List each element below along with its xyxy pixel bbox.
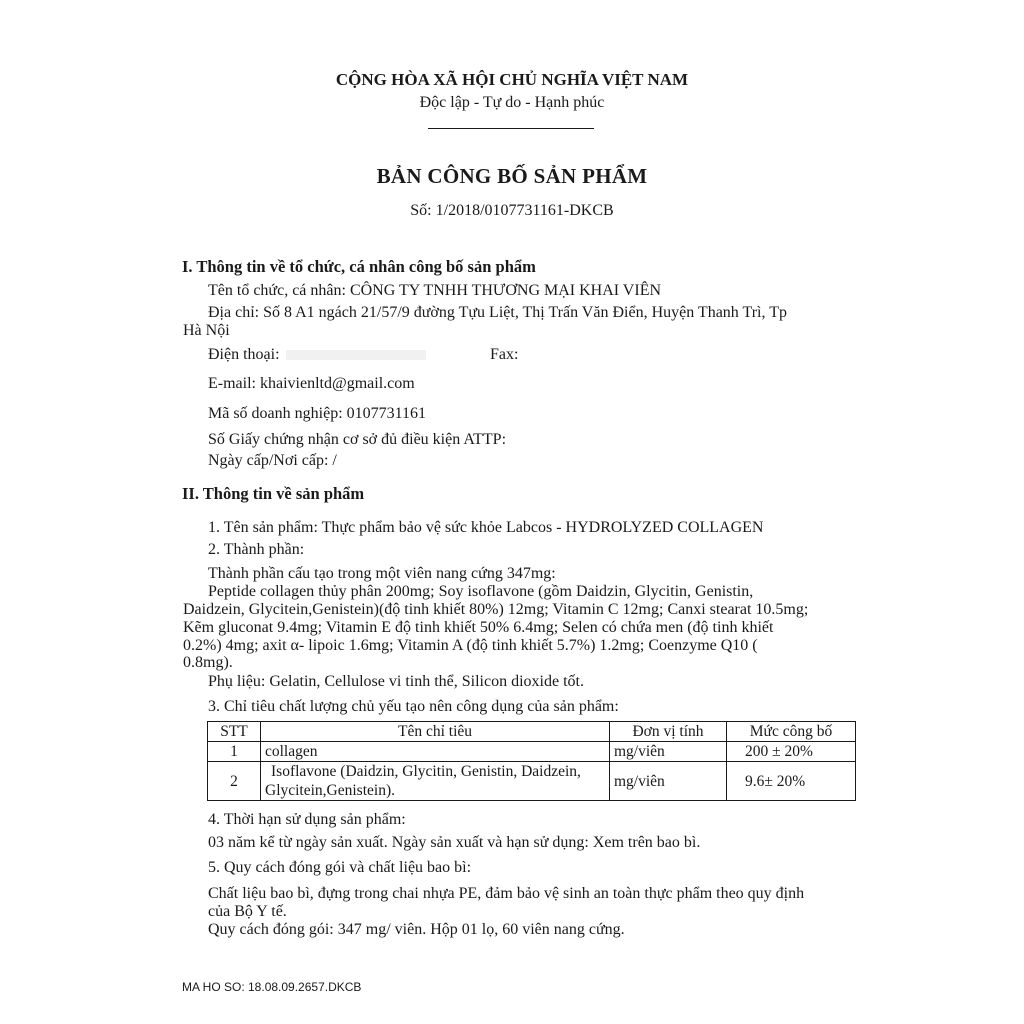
motto-underline — [428, 128, 594, 129]
table-cell-name: collagen — [261, 742, 610, 762]
shelf-life-text: 03 năm kể từ ngày sản xuất. Ngày sản xuất và hạn sử dụng: Xem trên bao bì. — [208, 834, 701, 851]
fax-label: Fax: — [490, 346, 519, 363]
table-cell-name-line: Isoflavone (Daidzin, Glycitin, Genistin, Daidzein, — [271, 763, 581, 780]
excipients-line: Phụ liệu: Gelatin, Cellulose vi tinh thể, Silicon dioxide tốt. — [208, 673, 584, 690]
composition-line: 0.8mg). — [183, 654, 233, 671]
quality-table — [207, 721, 856, 801]
section-2-heading: II. Thông tin về sản phẩm — [182, 484, 365, 503]
record-code: MA HO SO: 18.08.09.2657.DKCB — [182, 980, 362, 994]
table-cell-level: 200 ± 20% — [727, 742, 856, 762]
table-cell-name — [261, 762, 610, 801]
table-header-cell: Tên chỉ tiêu — [261, 722, 610, 742]
section-1-heading: I. Thông tin về tổ chức, cá nhân công bố sản phẩm — [182, 257, 536, 276]
table-header-cell: Đơn vị tính — [610, 722, 727, 742]
composition-heading: 2. Thành phần: — [208, 541, 305, 558]
table-cell-stt: 1 — [208, 742, 261, 762]
composition-line: Thành phần cấu tạo trong một viên nang cứng 347mg: — [208, 565, 556, 582]
shelf-life-heading: 4. Thời hạn sử dụng sản phẩm: — [208, 811, 406, 828]
document-title: BẢN CÔNG BỐ SẢN PHẨM — [376, 164, 648, 188]
table-cell-unit: mg/viên — [610, 762, 727, 801]
packaging-line-2: của Bộ Y tế. — [208, 903, 287, 920]
composition-line: Daidzein, Glycitein,Genistein)(độ tinh khiết 80%) 12mg; Vitamin C 12mg; Canxi stearat 10.5mg; — [183, 601, 809, 618]
issue-date-line: Ngày cấp/Nơi cấp: / — [208, 452, 337, 469]
table-cell-level: 9.6± 20% — [727, 762, 856, 801]
address-line-1: Địa chỉ: Số 8 A1 ngách 21/57/9 đường Tựu Liệt, Thị Trấn Văn Điển, Huyện Thanh Trì, Tp — [208, 304, 787, 321]
document-number: Số: 1/2018/0107731161-DKCB — [410, 202, 614, 219]
address-line-2: Hà Nội — [183, 322, 230, 339]
packaging-heading: 5. Quy cách đóng gói và chất liệu bao bì: — [208, 859, 472, 876]
quality-heading: 3. Chỉ tiêu chất lượng chủ yếu tạo nên công dụng của sản phẩm: — [208, 698, 619, 715]
packaging-spec: Quy cách đóng gói: 347 mg/ viên. Hộp 01 lọ, 60 viên nang cứng. — [208, 921, 625, 938]
email-line: E-mail: khaivienltd@gmail.com — [208, 375, 415, 392]
phone-row — [208, 345, 426, 365]
table-cell-stt: 2 — [208, 762, 261, 801]
table-cell-name-line: Glycitein,Genistein). — [265, 782, 395, 799]
table-header-cell: STT — [208, 722, 261, 742]
product-name-line: 1. Tên sản phẩm: Thực phẩm bảo vệ sức khỏe Labcos - HYDROLYZED COLLAGEN — [208, 519, 764, 536]
business-code-line: Mã số doanh nghiệp: 0107731161 — [208, 405, 427, 422]
composition-line: Peptide collagen thủy phân 200mg; Soy isoflavone (gồm Daidzin, Glycitin, Genistin, — [208, 583, 754, 600]
composition-line: 0.2%) 4mg; axit α- lipoic 1.6mg; Vitamin A (độ tinh khiết 5.7%) 1.2mg; Coenzyme Q10 ( — [183, 637, 758, 654]
table-row — [208, 762, 856, 801]
food-safety-cert-line: Số Giấy chứng nhận cơ sở đủ điều kiện ATTP: — [208, 431, 507, 448]
national-motto: Độc lập - Tự do - Hạnh phúc — [419, 94, 605, 111]
packaging-line-1: Chất liệu bao bì, đựng trong chai nhựa PE, đảm bảo vệ sinh an toàn thực phẩm theo quy định — [208, 885, 805, 902]
redacted-phone — [286, 350, 426, 360]
national-title: CỘNG HÒA XÃ HỘI CHỦ NGHĨA VIỆT NAM — [335, 70, 689, 89]
phone-label: Điện thoại: — [208, 346, 280, 363]
table-header-cell: Mức công bố — [727, 722, 856, 742]
table-row — [208, 742, 856, 762]
organization-name: Tên tổ chức, cá nhân: CÔNG TY TNHH THƯƠNG MẠI KHAI VIÊN — [208, 282, 662, 299]
table-cell-unit: mg/viên — [610, 742, 727, 762]
table-header-row — [208, 722, 856, 742]
composition-line: Kẽm gluconat 9.4mg; Vitamin E độ tinh khiết 50% 6.4mg; Selen có chứa men (độ tinh khiết — [183, 619, 774, 636]
